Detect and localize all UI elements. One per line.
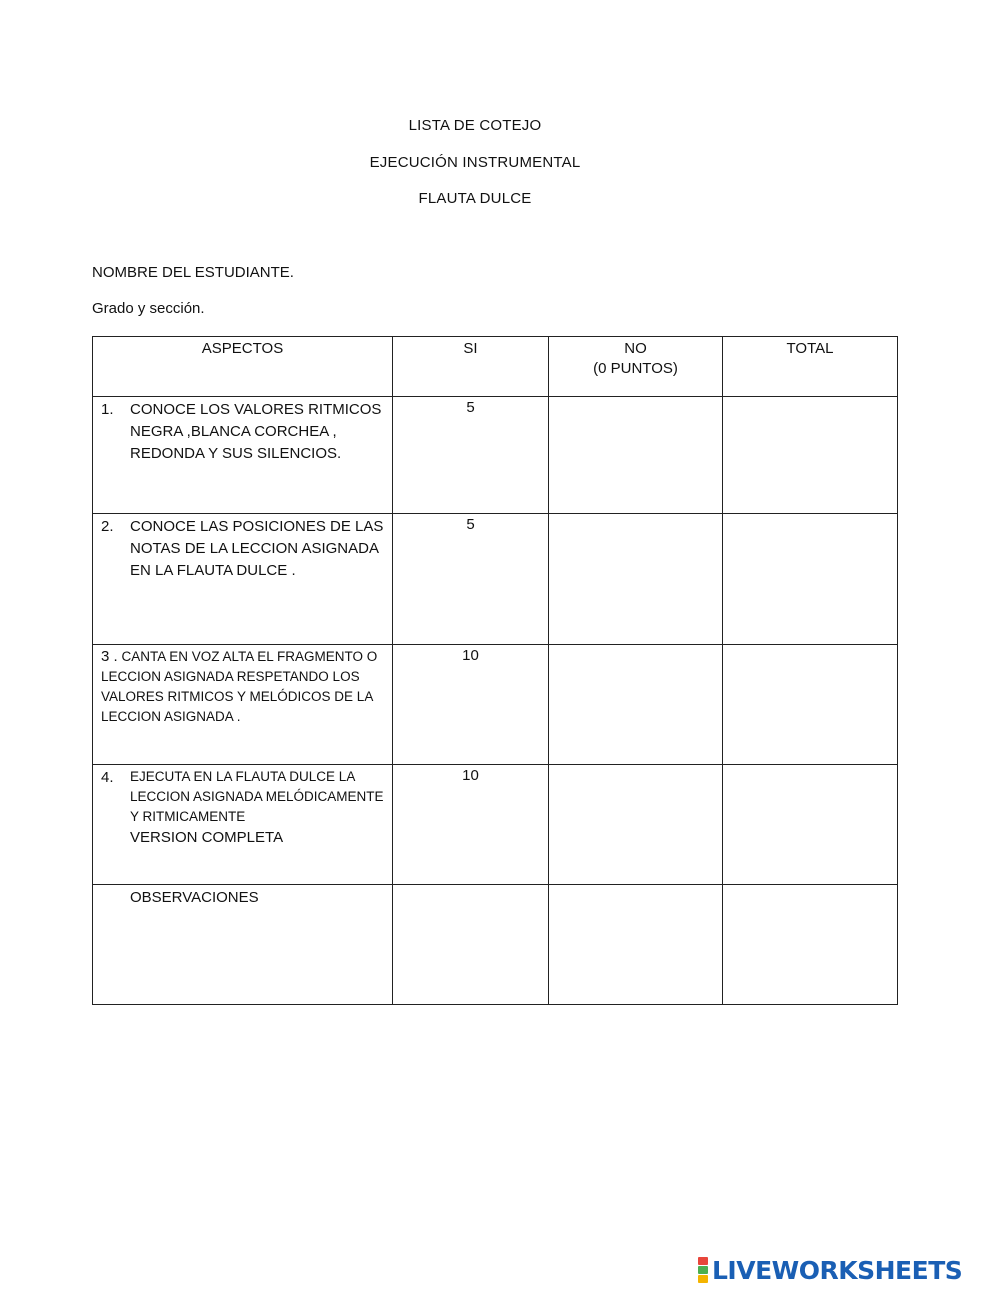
item-number: 1. xyxy=(101,401,114,418)
aspect-cell xyxy=(93,514,393,645)
total-cell[interactable] xyxy=(723,514,898,645)
si-cell: 5 xyxy=(393,514,549,645)
item-text: EJECUTA EN LA FLAUTA DULCE LA LECCION ASIGNADA MELÓDICAMENTE Y RITMICAMENTE xyxy=(130,769,384,824)
item-text: CONOCE LOS VALORES RITMICOS NEGRA ,BLANCA CORCHEA , REDONDA Y SUS SILENCIOS. xyxy=(130,401,382,462)
checklist-table xyxy=(92,336,898,1005)
title-line-3: FLAUTA DULCE xyxy=(418,190,532,207)
title-line-2: EJECUCIÓN INSTRUMENTAL xyxy=(369,154,581,171)
si-cell: 10 xyxy=(393,765,549,885)
liveworksheets-mark-icon xyxy=(698,1257,708,1283)
item-number: 3 . xyxy=(101,648,118,665)
brand-name: LIVEWORKSHEETS xyxy=(712,1255,963,1285)
aspect-cell xyxy=(93,765,393,885)
observations-no-cell[interactable] xyxy=(549,885,723,1005)
table-row-observations xyxy=(93,885,898,1005)
si-cell: 5 xyxy=(393,397,549,514)
si-cell: 10 xyxy=(393,645,549,765)
header-aspects: ASPECTOS xyxy=(93,337,393,397)
item-text: CANTA EN VOZ ALTA EL FRAGMENTO O LECCION ASIGNADA RESPETANDO LOS VALORES RITMICOS Y MELÓDICOS DE LA LECCION ASIGNADA . xyxy=(101,649,378,724)
no-cell[interactable] xyxy=(549,645,723,765)
table-row xyxy=(93,645,898,765)
table-row xyxy=(93,765,898,885)
student-name-label: NOMBRE DEL ESTUDIANTE. xyxy=(92,264,294,281)
item-text-end: VERSION COMPLETA xyxy=(130,829,284,846)
no-cell[interactable] xyxy=(549,397,723,514)
total-cell[interactable] xyxy=(723,765,898,885)
no-cell[interactable] xyxy=(549,765,723,885)
total-cell[interactable] xyxy=(723,397,898,514)
item-number: 4. xyxy=(101,769,114,786)
observations-cell xyxy=(93,885,393,1005)
liveworksheets-logo xyxy=(698,1255,962,1285)
table-row xyxy=(93,514,898,645)
aspect-cell xyxy=(93,645,393,765)
observations-si-cell[interactable] xyxy=(393,885,549,1005)
header-total: TOTAL xyxy=(723,337,898,397)
title-line-1: LISTA DE COTEJO xyxy=(408,117,542,134)
grade-section-label: Grado y sección. xyxy=(92,300,205,317)
header-si: SI xyxy=(393,337,549,397)
table-row xyxy=(93,397,898,514)
header-no-points: (0 PUNTOS) xyxy=(593,360,678,377)
observations-label: OBSERVACIONES xyxy=(130,889,259,906)
item-text: CONOCE LAS POSICIONES DE LAS NOTAS DE LA LECCION ASIGNADA EN LA FLAUTA DULCE . xyxy=(130,518,384,579)
total-cell[interactable] xyxy=(723,645,898,765)
item-number: 2. xyxy=(101,518,114,535)
observations-total-cell[interactable] xyxy=(723,885,898,1005)
header-no-label: NO xyxy=(624,340,647,357)
no-cell[interactable] xyxy=(549,514,723,645)
header-no xyxy=(549,337,723,397)
table-header-row xyxy=(93,337,898,397)
aspect-cell xyxy=(93,397,393,514)
